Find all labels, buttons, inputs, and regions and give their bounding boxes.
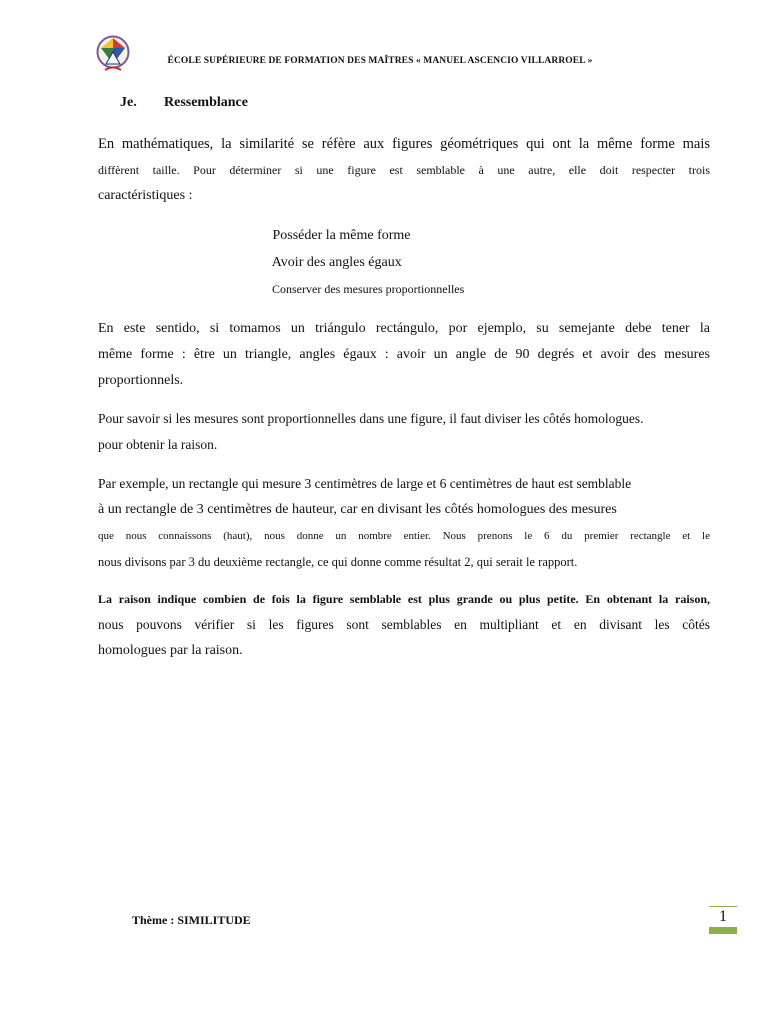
paragraph-line: pour obtenir la raison. (98, 437, 218, 452)
paragraph-line: caractéristiques : (98, 188, 193, 203)
paragraph-definition (98, 131, 710, 209)
paragraph-line: diffèrent taille. Pour déterminer si une figure est semblable à une autre, elle doit respecter trois (98, 163, 710, 177)
paragraph-line: nous divisons par 3 du deuxième rectangle, ce qui donne comme résultat 2, qui serait le rapport. (98, 555, 578, 569)
paragraph-line: proportionnels. (98, 373, 184, 388)
characteristics-list (257, 222, 464, 303)
paragraph-line: Par exemple, un rectangle qui mesure 3 centimètres de large et 6 centimètres de haut est semblable (98, 476, 632, 491)
section-heading (120, 95, 248, 111)
list-item (257, 222, 464, 249)
page-number-box (709, 906, 737, 934)
paragraph-example-triangle (98, 316, 710, 394)
paragraph-line: La raison indique combien de fois la figure semblable est plus grande ou plus petite. En obtenant la raison, (98, 592, 710, 606)
list-item (257, 276, 464, 303)
paragraph-line: même forme : être un triangle, angles égaux : avoir un angle de 90 degrés et avoir des mesures (98, 347, 710, 362)
school-logo-icon (96, 34, 130, 74)
paragraph-ratio (98, 586, 710, 664)
list-item (257, 249, 464, 276)
section-number: Je. (120, 95, 137, 110)
footer-theme: Thème : SIMILITUDE (132, 913, 251, 927)
paragraph-line: En este sentido, si tomamos un triángulo rectángulo, por ejemplo, su semejante debe tener la (98, 321, 710, 336)
paragraph-line: à un rectangle de 3 centimètres de hauteur, car en divisant les côtés homologues des mesures (98, 502, 617, 517)
school-header: ÉCOLE SUPÉRIEURE DE FORMATION DES MAÎTRES « MANUEL ASCENCIO VILLARROEL » (167, 56, 593, 66)
paragraph-line: nous pouvons vérifier si les figures sont semblables en multipliant et en divisant les côtés (98, 617, 710, 632)
paragraph-line: Pour savoir si les mesures sont proportionnelles dans une figure, il faut diviser les côtés homologues. (98, 411, 644, 426)
list-item-text: Posséder la même forme (272, 228, 411, 243)
list-item-text: Conserver des mesures proportionnelles (272, 282, 465, 296)
paragraph-proportional (98, 406, 710, 458)
paragraph-line: que nous connaissons (haut), nous donne un nombre entier. Nous prenons le 6 du premier rectangle et le (98, 530, 710, 542)
page-number: 1 (719, 908, 727, 925)
paragraph-line: homologues par la raison. (98, 643, 243, 658)
paragraph-rectangle-example (98, 471, 710, 575)
section-title: Ressemblance (164, 95, 248, 110)
list-item-text: Avoir des angles égaux (271, 255, 402, 270)
paragraph-line: En mathématiques, la similarité se réfère aux figures géométriques qui ont la même forme mais (98, 136, 710, 152)
page-number-bar (709, 927, 737, 934)
